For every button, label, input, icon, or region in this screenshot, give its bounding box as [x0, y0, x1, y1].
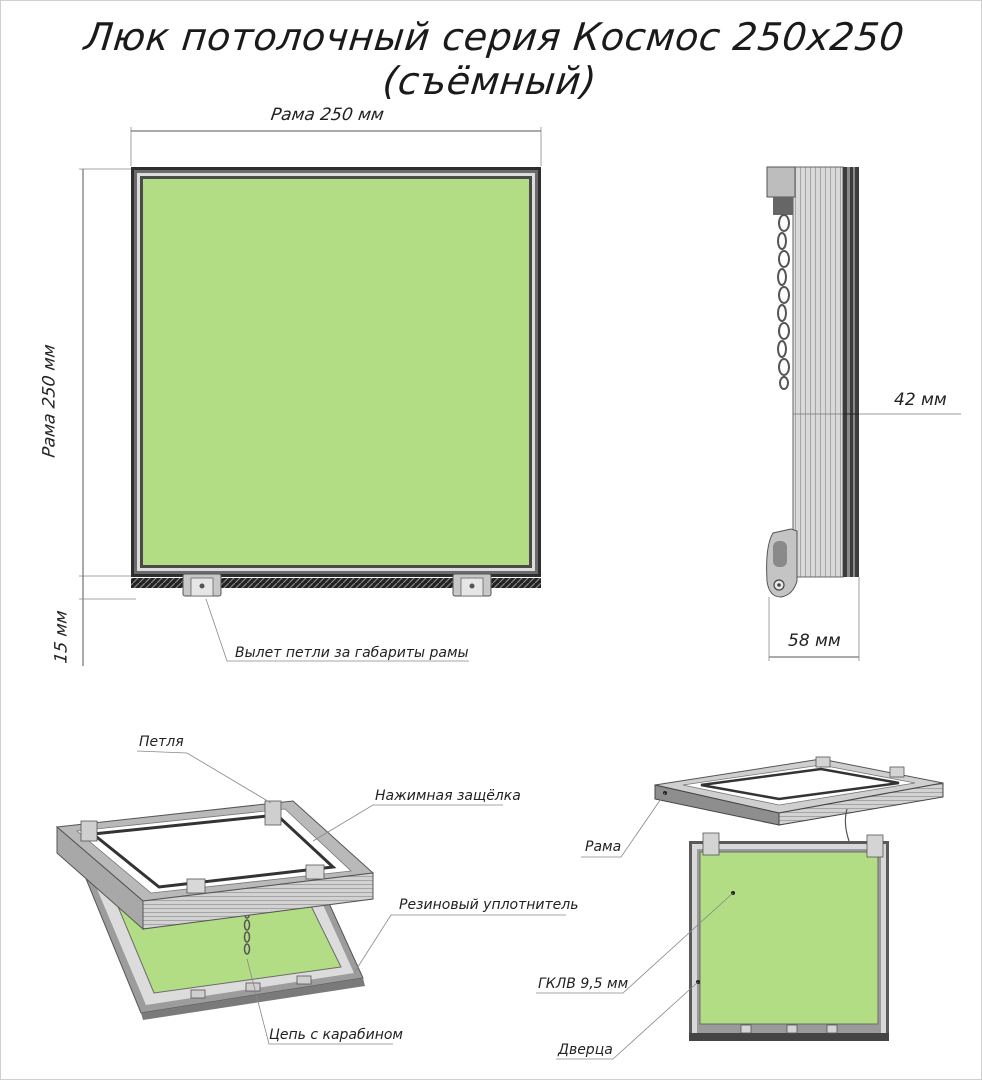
hinge-offset-note: Вылет петли за габариты рамы — [235, 645, 469, 661]
chain-callout: Цепь с карабином — [269, 1027, 403, 1043]
frame-callout: Рама — [585, 839, 622, 855]
front-view — [79, 127, 541, 666]
depth-58-label: 58 мм — [788, 631, 841, 651]
technical-drawing — [1, 1, 982, 1081]
iso-view-removed — [536, 757, 943, 1059]
rubber-seal-callout: Резиновый уплотнитель — [399, 897, 579, 913]
frame-height-label: Рама 250 мм — [39, 343, 60, 459]
hinge-left-icon — [183, 574, 221, 596]
drywall-panel — [143, 179, 529, 565]
door-callout: Дверца — [558, 1042, 613, 1058]
drawing-title: Люк потолочный серия Космос 250x250 (съёмный) — [82, 15, 907, 103]
hinge-callout: Петля — [139, 734, 184, 750]
frame-width-label: Рама 250 мм — [269, 105, 386, 125]
chain-icon — [778, 215, 789, 389]
hinge-right-icon — [453, 574, 491, 596]
hinge-offset-label: 15 мм — [51, 609, 72, 665]
drywall-callout: ГКЛВ 9,5 мм — [538, 976, 629, 992]
push-latch-callout: Нажимная защёлка — [375, 788, 521, 804]
side-view — [767, 167, 961, 661]
side-hinge-icon — [767, 529, 797, 597]
depth-42-label: 42 мм — [894, 390, 947, 410]
